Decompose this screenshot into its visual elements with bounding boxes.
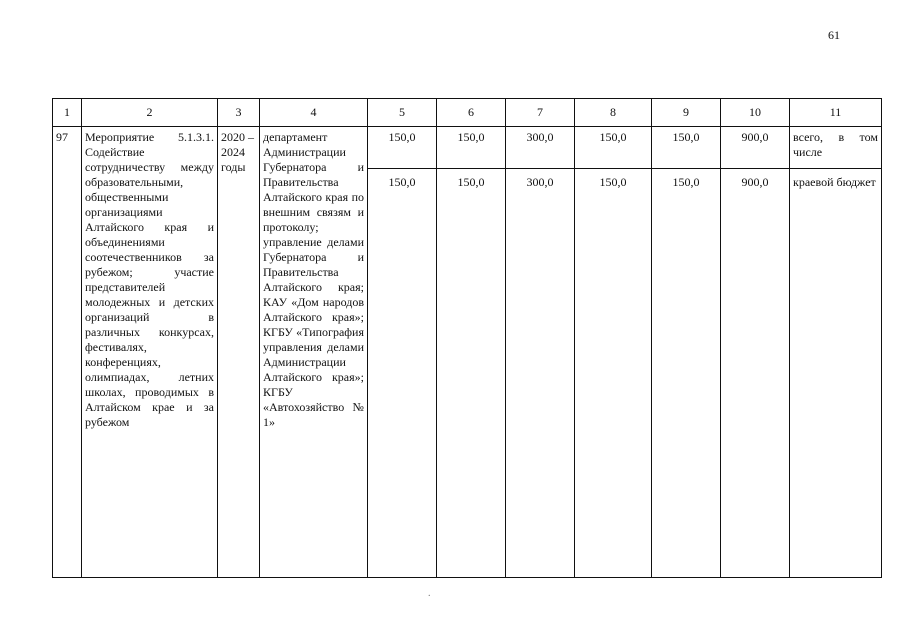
column-header: 1 bbox=[53, 99, 82, 127]
event-description-cell: Мероприятие 5.1.3.1. Содействие сотрудничеству между образовательными, общественными организациями Алтайского края и объединениями соотечественников за рубежом; участие представителей молодежных и детских организаций в различных конкурсах, фестивалях, конференциях, олимпиадах, летних школах, проводимых в Алтайском крае и за рубежом bbox=[82, 127, 218, 578]
value-cell: 150,0 bbox=[652, 127, 721, 169]
column-header: 2 bbox=[82, 99, 218, 127]
table-row bbox=[53, 127, 882, 169]
page-number: 61 bbox=[828, 28, 840, 42]
value-cell: 150,0 bbox=[575, 169, 652, 578]
column-header: 4 bbox=[260, 99, 368, 127]
column-header: 9 bbox=[652, 99, 721, 127]
value-cell: 300,0 bbox=[506, 127, 575, 169]
row-number-cell: 97 bbox=[53, 127, 82, 578]
value-cell: 150,0 bbox=[652, 169, 721, 578]
value-cell: 300,0 bbox=[506, 169, 575, 578]
footer-mark: . bbox=[428, 588, 431, 599]
header-row bbox=[53, 99, 882, 127]
column-header: 3 bbox=[218, 99, 260, 127]
value-cell: 150,0 bbox=[437, 127, 506, 169]
value-cell: 150,0 bbox=[575, 127, 652, 169]
funding-source-cell: всего, в том числе bbox=[790, 127, 882, 169]
value-cell: 150,0 bbox=[437, 169, 506, 578]
column-header: 5 bbox=[368, 99, 437, 127]
program-table bbox=[52, 98, 882, 578]
value-cell: 150,0 bbox=[368, 127, 437, 169]
column-header: 11 bbox=[790, 99, 882, 127]
total-cell: 900,0 bbox=[721, 169, 790, 578]
years-cell: 2020 – 2024 годы bbox=[218, 127, 260, 578]
value-cell: 150,0 bbox=[368, 169, 437, 578]
column-header: 10 bbox=[721, 99, 790, 127]
column-header: 6 bbox=[437, 99, 506, 127]
total-cell: 900,0 bbox=[721, 127, 790, 169]
column-header: 8 bbox=[575, 99, 652, 127]
funding-source-cell: краевой бюджет bbox=[790, 169, 882, 578]
executors-cell: департамент Администрации Губернатора и Правительства Алтайского края по внешним связям и протоколу; управление делами Губернатора и Правительства Алтайского края; КАУ «Дом народов Алтайского края»; КГБУ «Типография управления делами Администрации Алтайского края»; КГБУ «Автохозяйство № 1» bbox=[260, 127, 368, 578]
column-header: 7 bbox=[506, 99, 575, 127]
